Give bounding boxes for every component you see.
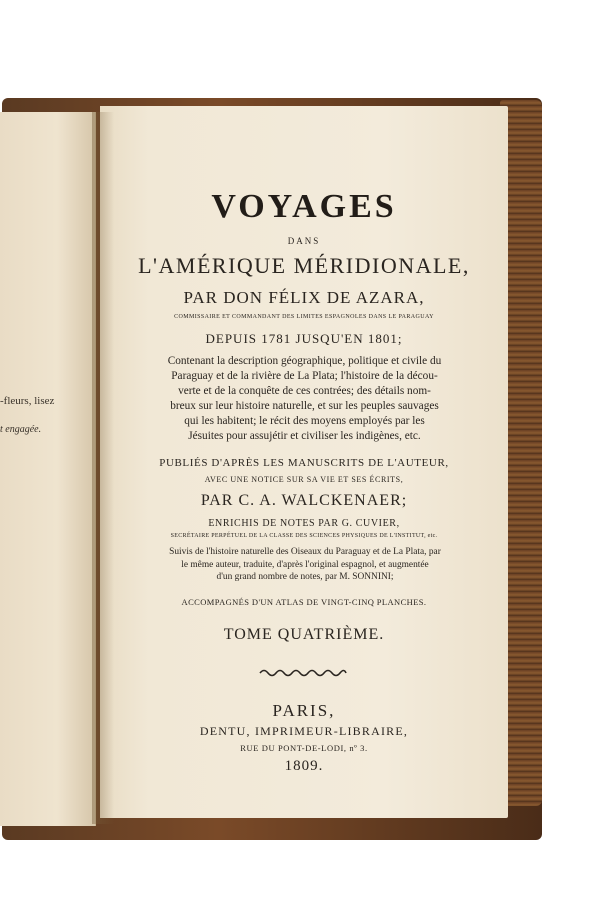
author-line: PAR DON FÉLIX DE AZARA, — [183, 288, 425, 307]
imprint-year: 1809. — [284, 758, 324, 774]
published-from-line: PUBLIÉS D'APRÈS LES MANUSCRITS DE L'AUTEUR, — [159, 457, 449, 469]
author-title: COMMISSAIRE ET COMMANDANT DES LIMITES ESPAGNOLES DANS LE PARAGUAY — [174, 314, 434, 320]
description-line: verte et de la conquête de ces contrées; des détails nom- — [178, 385, 431, 397]
volume-number: TOME QUATRIÈME. — [223, 626, 385, 643]
cuvier-title: SECRÉTAIRE PERPÉTUEL DE LA CLASSE DES SCIENCES PHYSIQUES DE L'INSTITUT, etc. — [170, 533, 438, 539]
wavy-rule-ornament — [258, 668, 348, 678]
date-range: DEPUIS 1781 JUSQU'EN 1801; — [205, 331, 403, 346]
left-page-text-line-2: t engagée. — [0, 424, 42, 435]
title-word-dans: DANS — [287, 236, 321, 246]
description-line: qui les habitent; le récit des moyens employés par les — [184, 415, 425, 427]
supplement-line: d'un grand nombre de notes, par M. SONNINI; — [216, 572, 394, 582]
atlas-line: ACCOMPAGNÉS D'UN ATLAS DE VINGT-CINQ PLANCHES. — [181, 597, 427, 607]
editor-line: PAR C. A. WALCKENAER; — [200, 492, 408, 509]
book-title: VOYAGES — [211, 188, 397, 225]
notice-line: AVEC UNE NOTICE SUR SA VIE ET SES ÉCRITS, — [204, 475, 404, 484]
imprint-address: RUE DU PONT-DE-LODI, nº 3. — [240, 743, 368, 753]
supplement-line: le même auteur, traduite, d'après l'original espagnol, et augmentée — [181, 559, 429, 570]
imprint-city: PARIS, — [272, 701, 336, 720]
description-line: Jésuites pour assujétir et civiliser les indigènes, etc. — [188, 430, 421, 442]
title-subject: L'AMÉRIQUE MÉRIDIONALE, — [138, 253, 470, 278]
supplement-line: Suivis de l'histoire naturelle des Oiseaux du Paraguay et de La Plata, par — [169, 547, 441, 557]
left-facing-page — [0, 112, 96, 826]
description-line: Paraguay et de la rivière de La Plata; l'histoire de la décou- — [171, 370, 438, 382]
supplement-block — [140, 546, 470, 584]
description-block — [142, 354, 467, 444]
description-line: Contenant la description géographique, politique et civile du — [167, 355, 442, 367]
imprint-publisher: DENTU, IMPRIMEUR-LIBRAIRE, — [199, 724, 409, 738]
notes-by-line: ENRICHIS DE NOTES PAR G. CUVIER, — [208, 518, 400, 529]
left-page-text-line-1: -fleurs, lisez — [0, 395, 55, 407]
description-line: breux sur leur histoire naturelle, et sur les peuples sauvages — [170, 400, 439, 412]
